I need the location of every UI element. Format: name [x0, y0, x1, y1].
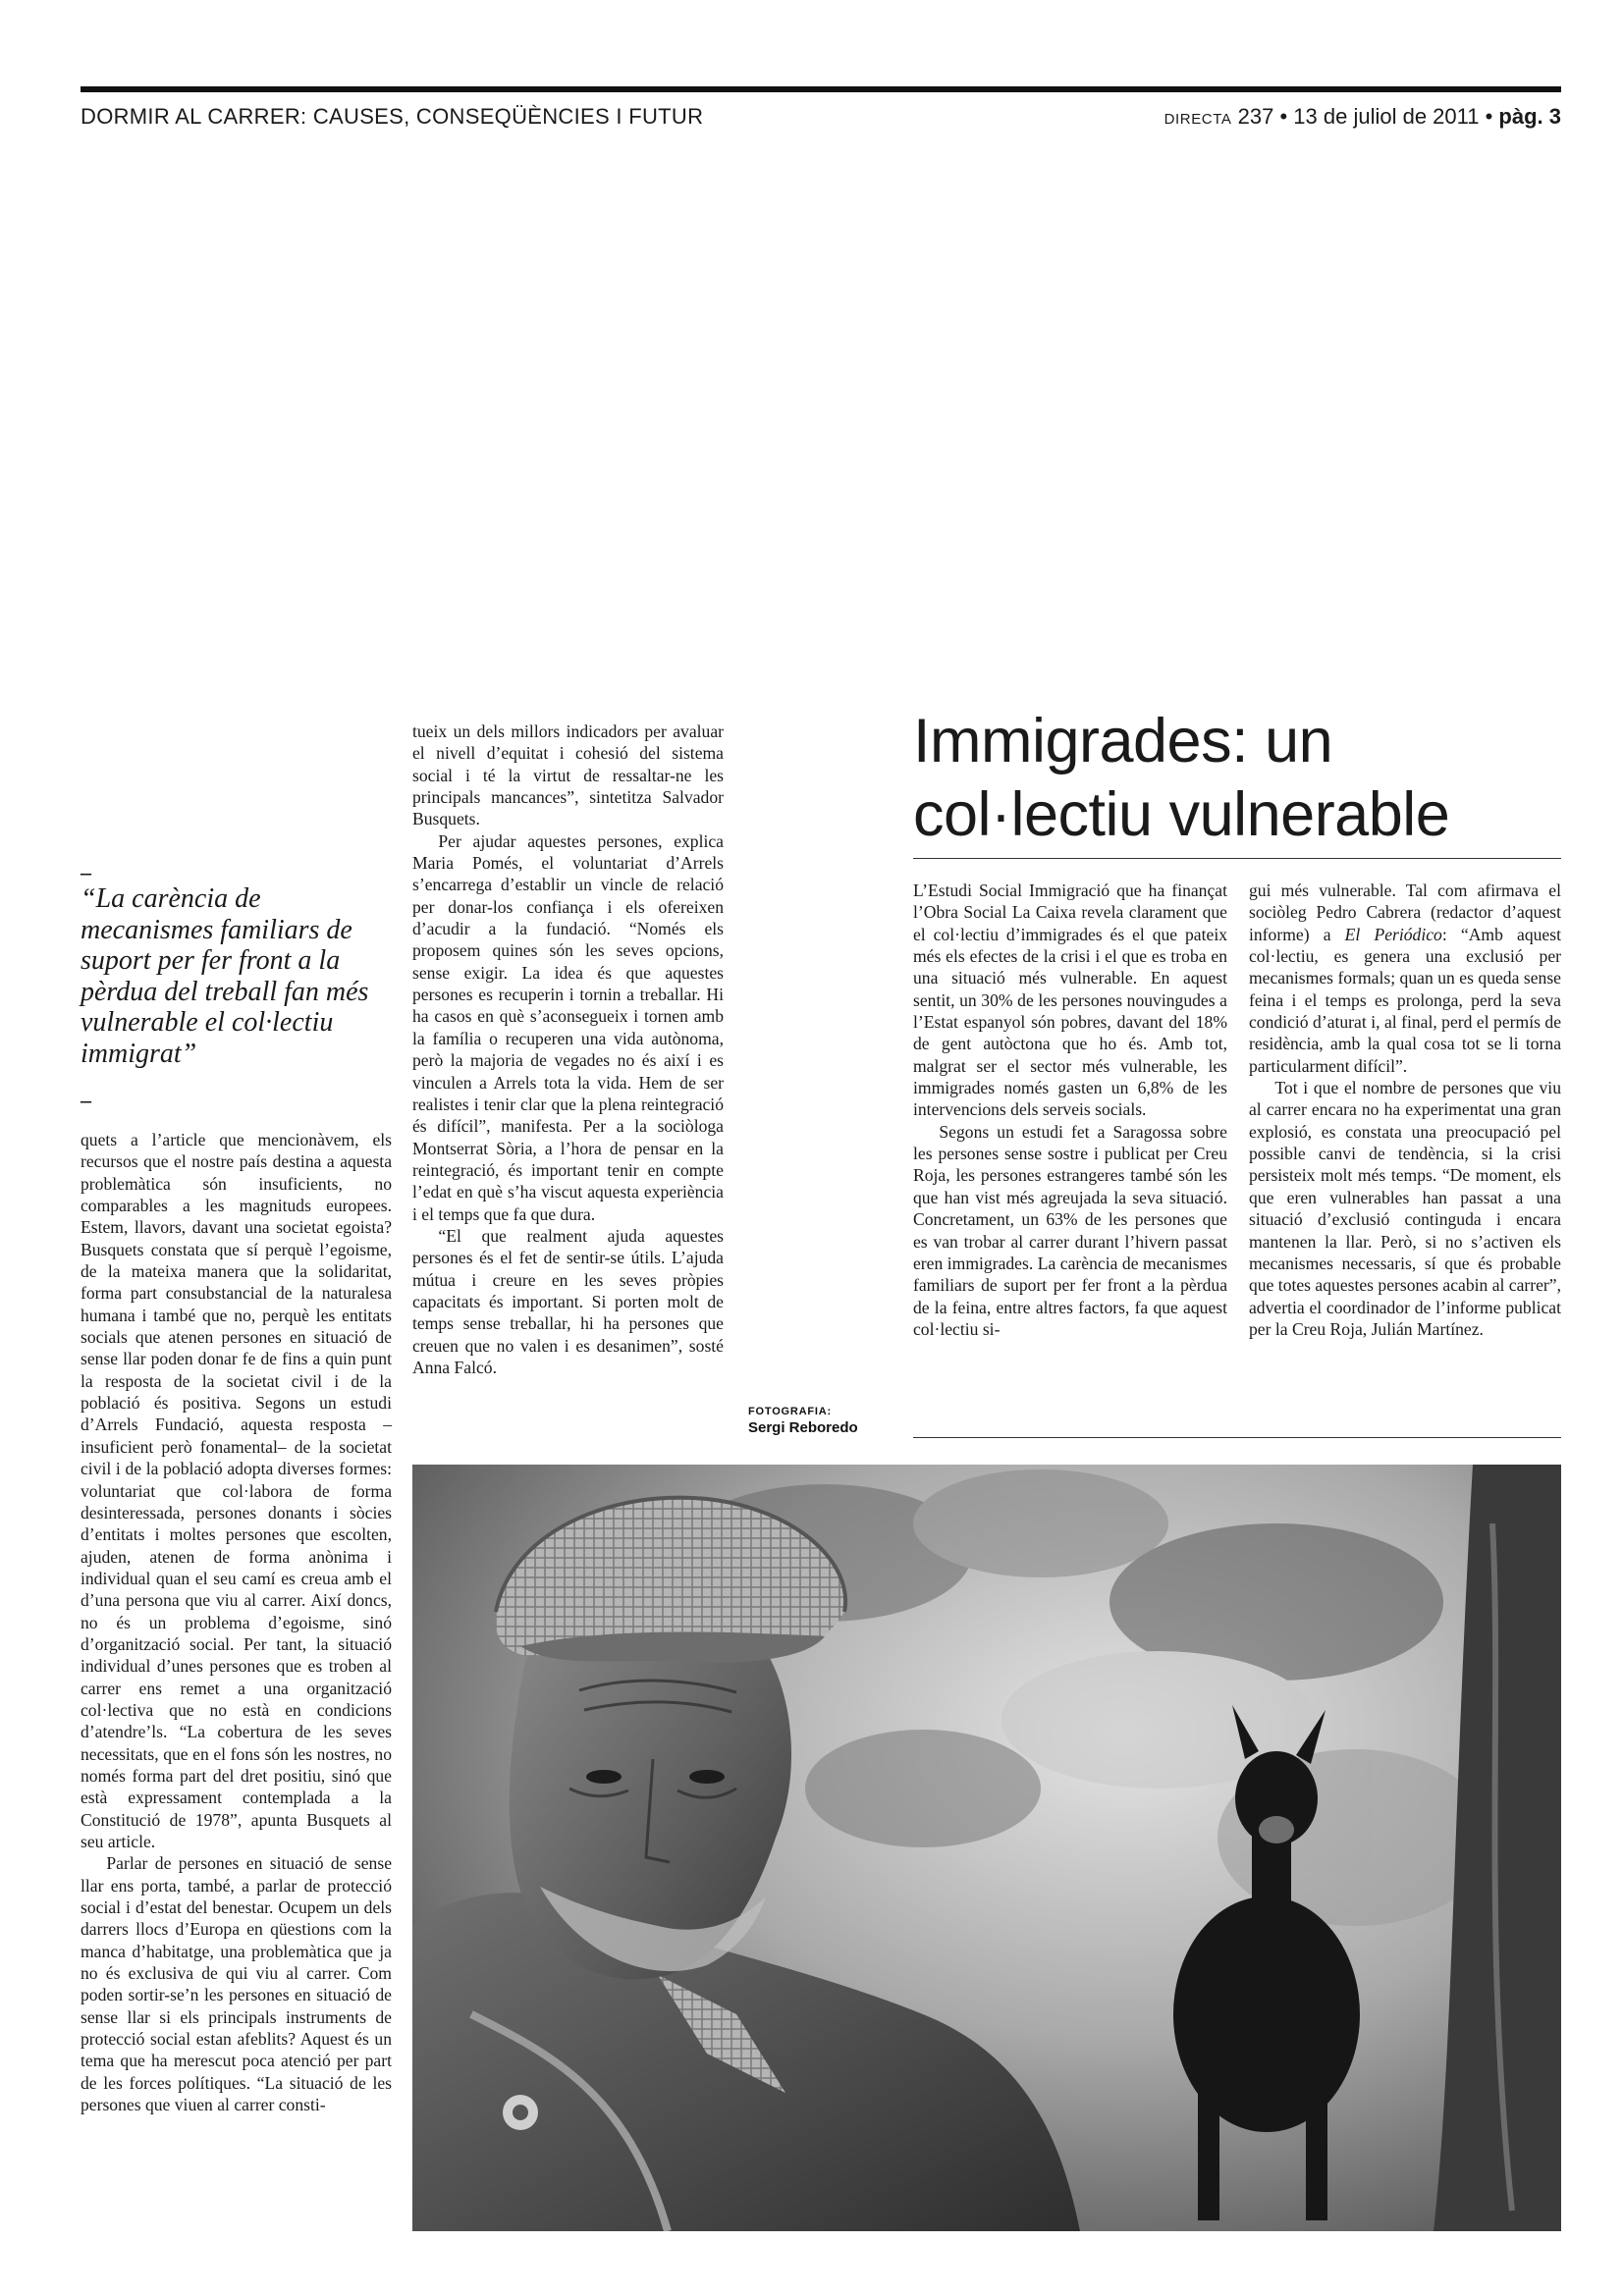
article-paragraph: tueix un dels millors indicadors per avaluar el nivell d’equitat i cohesió del sistema social i té la virtut de ressaltar-ne les principals mancances”, sintetitza Salvador Busquets. [412, 721, 724, 829]
photo-man-with-dog [412, 1465, 1561, 2231]
sidebar-column-1 [913, 880, 1227, 1340]
publication-name: DIRECTA [1163, 111, 1232, 128]
article-paragraph: Per ajudar aquestes persones, explica Maria Pomés, el voluntariat d’Arrels s’encarrega d’establir un vincle de relació per donar-los confiança i els ofereixen d’acudir a la fundació. “Només els proposem quines són les seves opcions, sense exigir. La idea és que aquestes persones es recuperin i tornin a treballar. Hi ha casos en què s’aconsegueix i tornen amb la família o recuperen una vida autònoma, però la majoria de vegades no és així i es vinculen a Arrels tota la vida. Hem de ser realistes i tenir clar que la plena reintegració és difícil”, manifesta. Per a la sociòloga Montserrat Sòria, a l’hora de pensar en la reintegració, és important tenir en compte l’edat en què s’ha viscut aquesta experiència i el temps que fa que dura. [412, 830, 724, 1224]
article-column-1 [81, 1129, 392, 2115]
article-paragraph: Parlar de persones en situació de sense llar ens porta, també, a parlar de protecció social i d’estat del benestar. Ocupem un dels darrers llocs d’Europa en qüestions com la manca d’habitatge, una problemàtica que ja no és exclusiva de qui viu al carrer. Com poden sortir-se’n les persones en situació de sense llar si els principals instruments de protecció social estan afeblits? Aquest és un tema que ha merescut poca atenció per part de les forces polítiques. “La situació de les persones que viuen al carrer consti- [81, 1853, 392, 2115]
sidebar-column-2 [1249, 880, 1561, 1340]
sidebar-paragraph: Segons un estudi fet a Saragossa sobre les persones sense sostre i publicat per Creu Roja, les persones estrangeres també són les que han vist més agreujada la seva situació. Concretament, un 63% de les persones que es van trobar al carrer durant l’hivern passat eren immigrades. La carència de mecanismes familiars de suport per fer front a la pèrdua de la feina, entre altres factors, fa que aquest col·lectiu si- [913, 1121, 1227, 1339]
source-name: El Periódico [1344, 924, 1442, 944]
article-paragraph: “El que realment ajuda aquestes persones és el fet de sentir-se útils. L’ajuda mútua i creure en les seves pròpies capacitats és important. Si porten molt de temps sense treballar, hi ha persones que creuen que no valen i es desanimen”, sosté Anna Falcó. [412, 1225, 724, 1377]
article-paragraph: quets a l’article que mencionàvem, els recursos que el nostre país destina a aquesta problemàtica són insuficients, no comparables a les magnituds europees. Estem, llavors, davant una societat egoista? Busquets constata que sí perquè l’egoisme, de la mateixa manera que la solidaritat, forma part consubstancial de la naturalesa humana i també que no, perquè les entitats socials que atenen persones en situació de sense llar poden donar fe de fins a quin punt la resposta de la societat civil i de la població és positiva. Segons un estudi d’Arrels Fundació, aquesta resposta –insuficient però fonamental– de la societat civil i de la població adopta diverses formes: voluntariat que col·labora de forma desinteressada, persones donants i sòcies d’entitats i moltes persones que escolten, ajuden, atenen de forma anònima i individual quan el seu camí es creua amb el d’una persona que viu al carrer. Així doncs, no és un problema d’egoisme, sinó d’organització social. Per tant, la situació individual d’unes persones que es troben al carrer ens remet a una organització col·lectiva que no està en condicions d’atendre’ls. “La cobertura de les seves necessitats, que en el fons són les nostres, no només forma part del dret positiu, sinó que està expressament contemplada a la Constitució de 1978”, apunta Busquets al seu article. [81, 1130, 392, 1851]
section-title: DORMIR AL CARRER: CAUSES, CONSEQÜÈNCIES I FUTUR [81, 104, 704, 129]
header-rule [81, 86, 1561, 92]
page-number: pàg. 3 [1498, 104, 1561, 129]
headline-rule [913, 858, 1561, 859]
photo-credit-name: Sergi Reboredo [748, 1419, 858, 1436]
folio [1164, 104, 1561, 130]
sidebar-text: gui més vulnerable. Tal com afirmava el sociòleg Pedro Cabrera (redactor d’aquest informe) a [1249, 881, 1561, 944]
issue-number: 237 [1237, 104, 1274, 129]
photo-credit [748, 1406, 895, 1436]
sidebar-paragraph: L’Estudi Social Immigració que ha finançat l’Obra Social La Caixa revela clarament que el col·lectiu d’immigrades és el que pateix més els efectes de la crisi i el que es troba en una situació més vulnerable. En aquest sentit, un 30% de les persones nouvingudes a l’Estat espanyol són pobres, davant del 18% de gent autòctona que ho és. Amb tot, malgrat ser el sector més vulnerable, les immigrades només gasten un 6,8% de les intervencions dels serveis socials. [913, 881, 1227, 1120]
sidebar-paragraph: Tot i que el nombre de persones que viu al carrer encara no ha experimentat una gran explosió, es constata una preocupació pel possible canvi de tendència, si la crisi persisteix molt més temps. “De moment, els que eren vulnerables han passat a una situació d’exclusió continguda i encara mantenen la llar. Però, si no s’activen els mecanismes necessaris, sí que és probable que totes aquestes persones acabin al carrer”, advertia el coordinador de l’informe publicat per la Creu Roja, Julián Martínez. [1249, 1078, 1562, 1339]
pull-quote-dash-bottom: – [81, 1088, 91, 1112]
folio-separator-2: • [1479, 104, 1499, 129]
article-column-2 [412, 721, 724, 1378]
sidebar-text: : “Amb aquest col·lectiu, es genera una exclusió per mecanismes formals; quan un es queda sense feina i el temps es prolonga, perd la seva condició d’aturat i, al final, perd el permís de residència, amb la qual cosa tot se li torna particularment difícil”. [1249, 924, 1561, 1076]
sidebar-bottom-rule [913, 1437, 1561, 1438]
pull-quote-dash-top: – [81, 860, 91, 884]
sidebar-paragraph [1249, 880, 1561, 1077]
issue-date: 13 de juliol de 2011 [1293, 104, 1480, 129]
photo-credit-label: FOTOGRAFIA: [748, 1406, 832, 1417]
folio-separator-1: • [1273, 104, 1294, 129]
pull-quote: “La carència de mecanismes familiars de suport per fer front a la pèrdua del treball fan més vulnerable el col·lectiu immigrat” [81, 883, 369, 1069]
sidebar-headline: Immigrades: un col·lectiu vulnerable [913, 707, 1450, 849]
